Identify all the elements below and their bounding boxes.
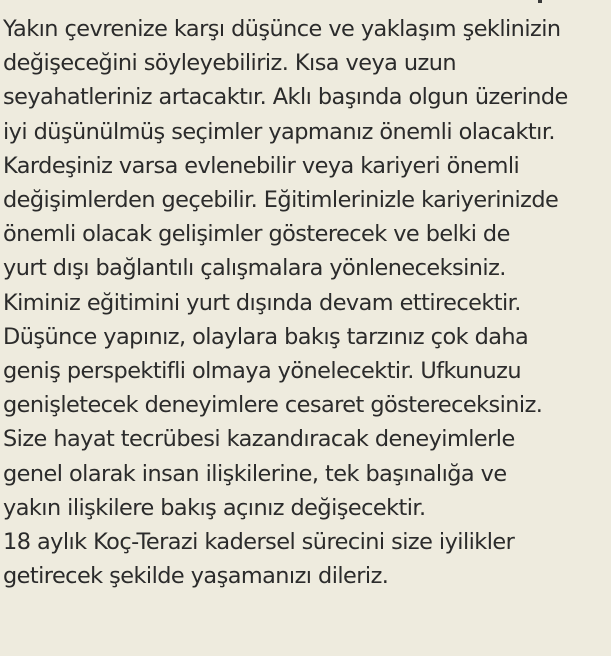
- text-line: Yakın çevrenize karşı düşünce ve yaklaşım şeklinizin: [3, 16, 561, 42]
- text-line: geniş perspektifli olmaya yönelecektir. Ufkunuzu: [3, 358, 521, 385]
- text-line: genel olarak insan ilişkilerine, tek başınalığa ve: [3, 460, 507, 487]
- text-line: seyahatleriniz artacaktır. Aklı başında olgun üzerinde: [3, 84, 568, 111]
- text-line: yakın ilişkilere bakış açınız değişecektir.: [3, 494, 426, 521]
- text-line: önemli olacak gelişimler gösterecek ve belki de: [3, 221, 510, 248]
- text-line: değişeceğini söyleyebiliriz. Kısa veya uzun: [3, 50, 457, 77]
- text-line: Düşünce yapınız, olaylara bakış tarzınız çok daha: [3, 323, 529, 350]
- text-line: yurt dışı bağlantılı çalışmalara yönleneceksiniz.: [3, 255, 506, 282]
- stray-ink-mark: [538, 0, 542, 3]
- article-paragraph: [3, 12, 609, 593]
- text-line: Size hayat tecrübesi kazandıracak deneyimlerle: [3, 426, 515, 453]
- text-line: getirecek şekilde yaşamanızı dileriz.: [3, 563, 389, 590]
- text-line: Kardeşiniz varsa evlenebilir veya kariyeri önemli: [3, 152, 520, 179]
- text-line: Kiminiz eğitimini yurt dışında devam ettirecektir.: [3, 289, 521, 316]
- text-line: değişimlerden geçebilir. Eğitimlerinizle kariyerinizde: [3, 187, 559, 214]
- text-line: iyi düşünülmüş seçimler yapmanız önemli olacaktır.: [3, 118, 555, 145]
- text-line: 18 aylık Koç-Terazi kadersel sürecini size iyilikler: [3, 529, 515, 556]
- text-line: genişletecek deneyimlere cesaret göstereceksiniz.: [3, 392, 543, 419]
